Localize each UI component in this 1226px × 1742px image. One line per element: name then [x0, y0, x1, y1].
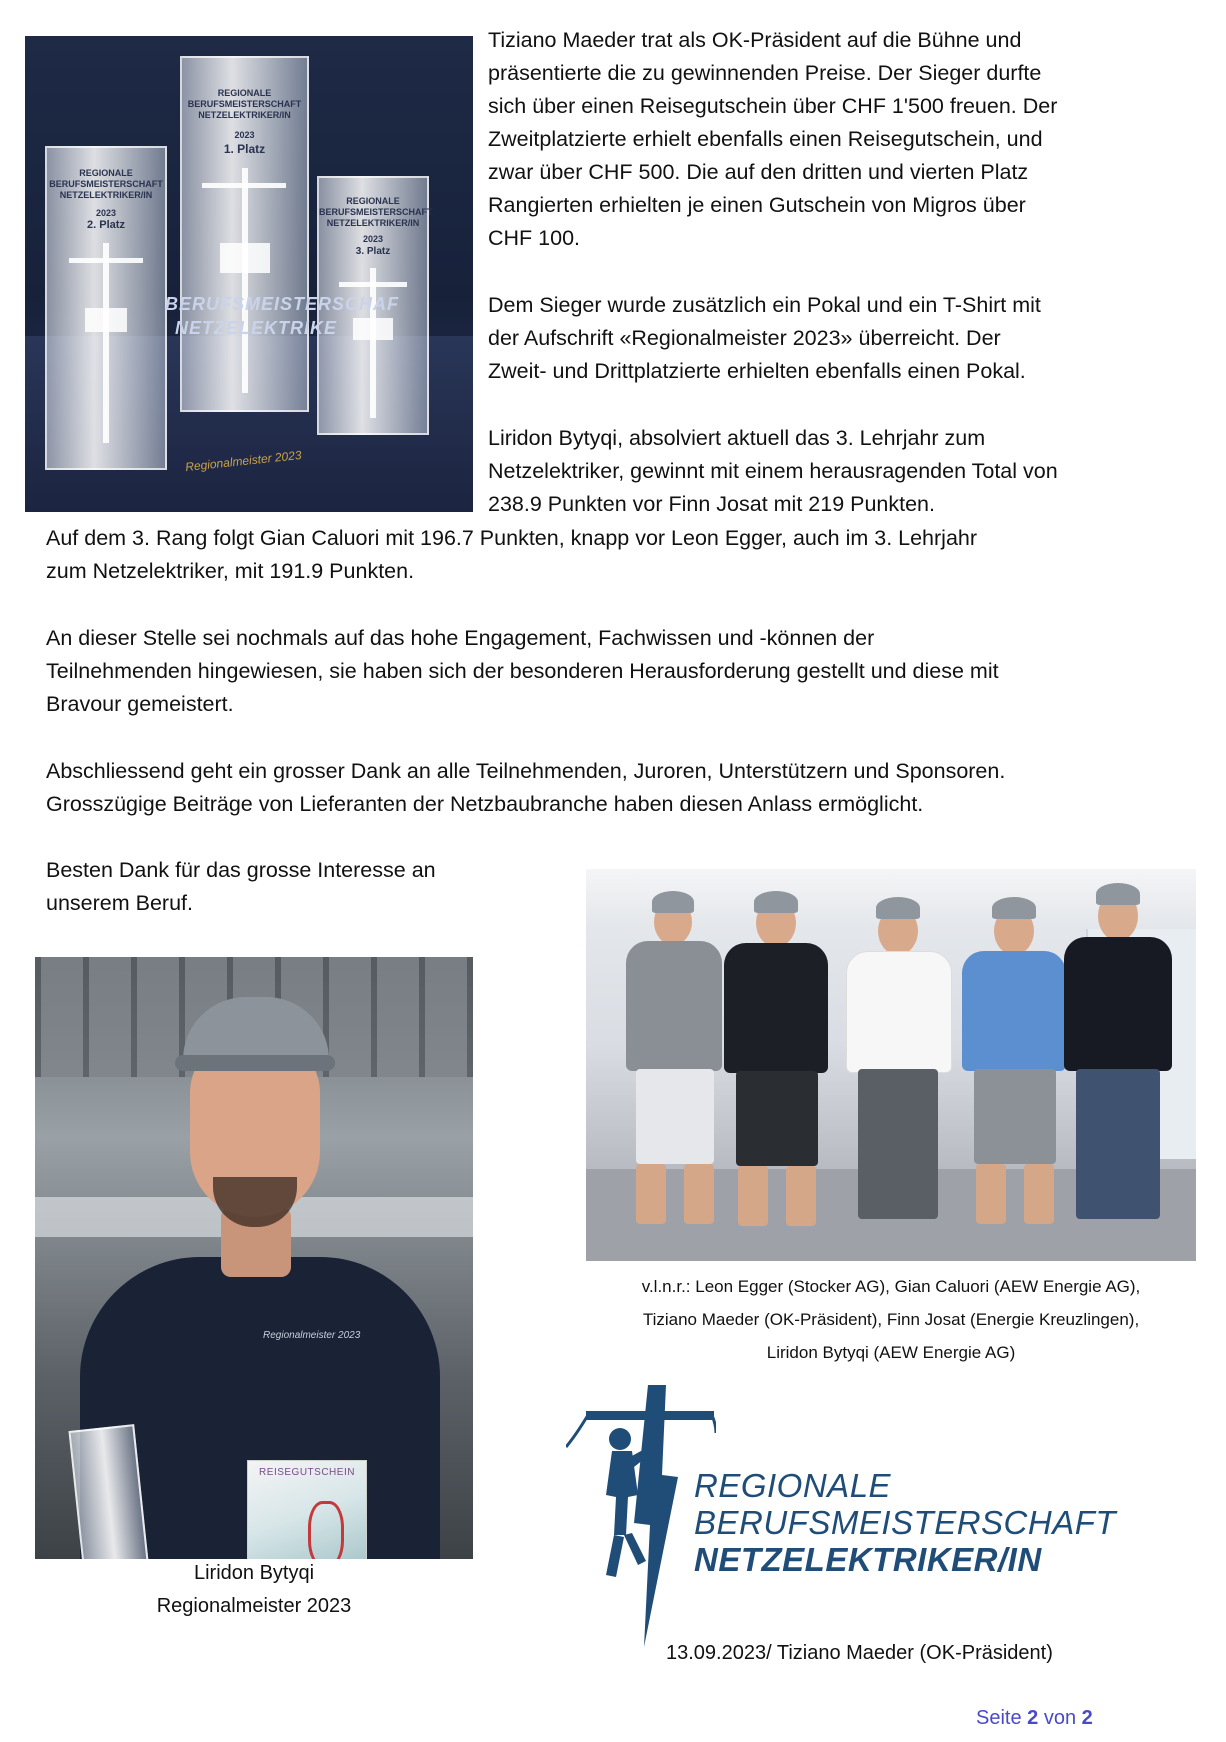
- text-line: unserem Beruf.: [46, 891, 193, 915]
- trophy-label: BERUFSMEISTERSCHAFT: [187, 99, 302, 109]
- championship-logo: [566, 1385, 1126, 1647]
- pole-crossbar: [339, 282, 407, 287]
- trophy-year: 2023: [234, 130, 255, 140]
- text-line: Besten Dank für das grosse Interesse an: [46, 858, 436, 882]
- caption-line: Liridon Bytyqi (AEW Energie AG): [766, 1343, 1016, 1362]
- page-total: 2: [1081, 1707, 1093, 1729]
- trophy-label: REGIONALE: [346, 196, 400, 206]
- trophy-first-place: [180, 56, 309, 412]
- person-torso: [846, 951, 952, 1073]
- text-line: Auf dem 3. Rang folgt Gian Caluori mit 196.7 Punkten, knapp vor Leon Egger, auch im 3. Lehrjahr: [46, 526, 978, 550]
- trophy-place: 3. Platz: [355, 246, 391, 257]
- text-line: der Aufschrift «Regionalmeister 2023» überreicht. Der: [488, 326, 1001, 350]
- trophy-label: REGIONALE: [79, 168, 133, 178]
- trophy-paragraph: [488, 289, 1041, 388]
- trophy-label: BERUFSMEISTERSCHAFT: [49, 179, 163, 189]
- text-line: CHF 100.: [488, 226, 581, 250]
- group-caption: [586, 1270, 1196, 1369]
- transformer-box: [220, 243, 270, 273]
- person-shin: [684, 1164, 714, 1224]
- text-line: Liridon Bytyqi, absolviert aktuell das 3. Lehrjahr zum: [488, 426, 986, 450]
- trophy-label: REGIONALE: [217, 88, 272, 98]
- trophy-second-place: [45, 146, 167, 470]
- text-line: Abschliessend geht ein grosser Dank an alle Teilnehmenden, Juroren, Unterstützern und Sponsoren.: [46, 759, 1006, 783]
- shirt-print-gold: Regionalmeister 2023: [184, 447, 303, 475]
- person-legs: [736, 1071, 818, 1166]
- person-torso: [962, 951, 1066, 1071]
- text-line: Grosszügige Beiträge von Lieferanten der Netzbaubranche haben diesen Anlass ermöglicht.: [46, 792, 924, 816]
- pole-crossbar: [202, 183, 286, 188]
- text-line: Tiziano Maeder trat als OK-Präsident auf die Bühne und: [488, 28, 1022, 52]
- text-line: 238.9 Punkten vor Finn Josat mit 219 Punkten.: [488, 492, 935, 516]
- pole-mast: [103, 243, 109, 443]
- person-shin: [1024, 1164, 1054, 1224]
- pole-mast: [242, 168, 248, 393]
- person-shin: [738, 1166, 768, 1226]
- winner-paragraph: [488, 422, 1058, 521]
- person-torso: [724, 943, 828, 1073]
- shirt-print: Regionalmeister 2023: [263, 1330, 361, 1341]
- text-line: Dem Sieger wurde zusätzlich ein Pokal und ein T-Shirt mit: [488, 293, 1041, 317]
- trophy-label: NETZELEKTRIKER/IN: [326, 218, 420, 228]
- text-line: zum Netzelektriker, mit 191.9 Punkten.: [46, 559, 415, 583]
- text-line: zwar über CHF 500. Die auf den dritten und vierten Platz: [488, 160, 1029, 184]
- trophy-label: BERUFSMEISTERSCHAFT: [319, 207, 433, 217]
- person-legs: [1076, 1069, 1160, 1219]
- text-line: sich über einen Reisegutschein über CHF 1'500 freuen. Der: [488, 94, 1058, 118]
- engagement-paragraph: [46, 622, 999, 721]
- trophies-photo: [25, 36, 473, 512]
- intro-paragraph: [488, 24, 1057, 255]
- transformer-box: [85, 308, 127, 332]
- trophy-year: 2023: [362, 234, 384, 244]
- logo-line-3: NETZELEKTRIKER/IN: [694, 1541, 1042, 1578]
- voucher-ribbon: [308, 1501, 344, 1559]
- cap-brim: [175, 1055, 335, 1071]
- person-legs: [858, 1069, 938, 1219]
- page-middle: von: [1043, 1707, 1077, 1729]
- ranking-paragraph: [46, 522, 977, 588]
- closing-paragraph: [46, 854, 436, 920]
- page-current: 2: [1027, 1707, 1039, 1729]
- portrait-caption: [35, 1557, 473, 1623]
- text-line: Teilnehmenden hingewiesen, sie haben sich der besonderen Herausforderung gestellt und diese mit: [46, 659, 999, 683]
- page-prefix: Seite: [976, 1707, 1022, 1729]
- text-line: Netzelektriker, gewinnt mit einem herausragenden Total von: [488, 459, 1058, 483]
- voucher-label: REISEGUTSCHEIN: [259, 1467, 355, 1478]
- person-cap: [754, 891, 798, 913]
- caption-line: Regionalmeister 2023: [156, 1595, 352, 1617]
- pole-crossbar: [69, 258, 143, 263]
- person-cap: [876, 897, 920, 919]
- group-photo: [586, 869, 1196, 1261]
- person-legs: [974, 1069, 1056, 1164]
- shirt-print: NETZELEKTRIKE: [175, 318, 338, 338]
- trophy-label: NETZELEKTRIKER/IN: [198, 110, 291, 120]
- text-line: Zweit- und Drittplatzierte erhielten ebenfalls einen Pokal.: [488, 359, 1026, 383]
- person-shin: [786, 1166, 816, 1226]
- trophy-place: 1. Platz: [223, 142, 266, 156]
- text-line: Zweitplatzierte erhielt ebenfalls einen Reisegutschein, und: [488, 127, 1043, 151]
- logo-line-2: BERUFSMEISTERSCHAFT: [694, 1504, 1117, 1541]
- caption-line: v.l.n.r.: Leon Egger (Stocker AG), Gian Caluori (AEW Energie AG),: [641, 1277, 1141, 1296]
- signature-date-author: 13.09.2023/ Tiziano Maeder (OK-Präsident): [666, 1642, 1053, 1664]
- person-torso: [626, 941, 722, 1071]
- text-line: präsentierte die zu gewinnenden Preise. Der Sieger durfte: [488, 61, 1042, 85]
- shirt-print: BERUFSMEISTERSCHAF: [165, 294, 400, 314]
- caption-line: Liridon Bytyqi: [193, 1562, 315, 1584]
- person-cap: [1096, 883, 1140, 905]
- travel-voucher: [247, 1460, 367, 1559]
- page-number: [976, 1707, 1093, 1730]
- text-line: An dieser Stelle sei nochmals auf das hohe Engagement, Fachwissen und -können der: [46, 626, 875, 650]
- text-line: Bravour gemeistert.: [46, 692, 234, 716]
- person-torso: [1064, 937, 1172, 1071]
- trophy-year: 2023: [95, 208, 117, 218]
- person-shin: [636, 1164, 666, 1224]
- logo-line-1: REGIONALE: [694, 1467, 892, 1504]
- transformer-box: [353, 318, 393, 340]
- person-legs: [636, 1069, 714, 1164]
- person-cap: [992, 897, 1036, 919]
- thanks-paragraph: [46, 755, 1005, 821]
- caption-line: Tiziano Maeder (OK-Präsident), Finn Josat (Energie Kreuzlingen),: [642, 1310, 1140, 1329]
- person-cap: [652, 891, 694, 913]
- trophy-place: 2. Platz: [87, 219, 125, 231]
- pole-mast: [370, 268, 376, 418]
- text-line: Rangierten erhielten je einen Gutschein von Migros über: [488, 193, 1026, 217]
- trophy-label: NETZELEKTRIKER/IN: [59, 190, 153, 200]
- person-shin: [976, 1164, 1006, 1224]
- winner-portrait-photo: [35, 957, 473, 1559]
